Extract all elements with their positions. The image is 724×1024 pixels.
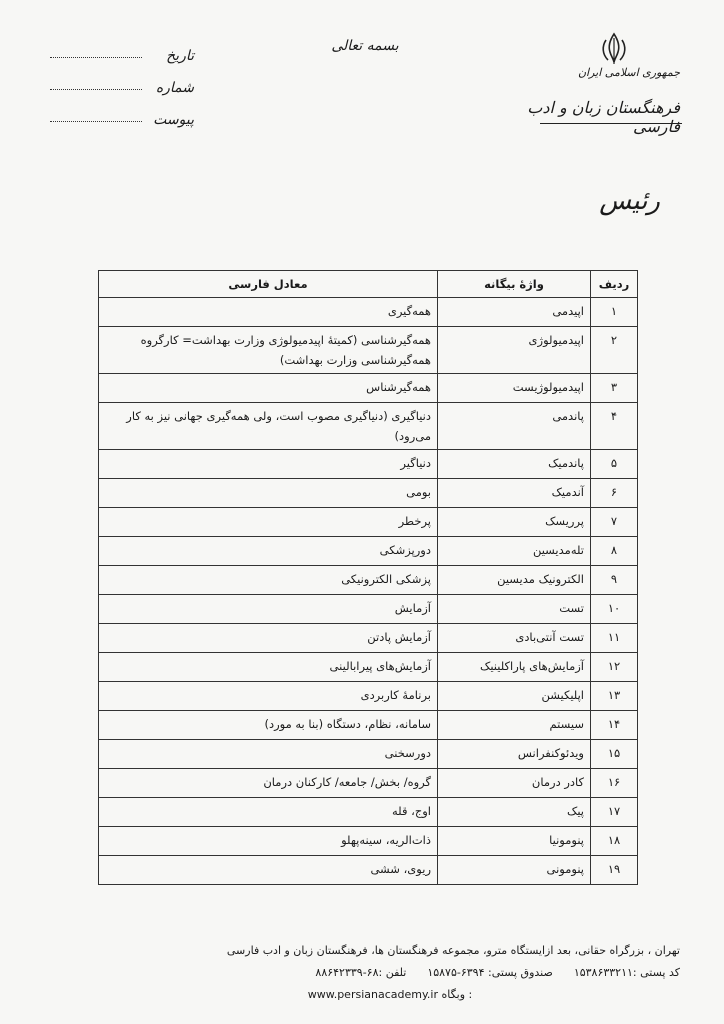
row-number: ۱۰: [591, 595, 638, 624]
foreign-word: اپیدمیولوژیست: [438, 374, 591, 403]
row-number: ۵: [591, 450, 638, 479]
foreign-word: آزمایش‌های پاراکلینیک: [438, 653, 591, 682]
table-row: [99, 566, 638, 595]
row-number: ۱۳: [591, 682, 638, 711]
persian-equivalent: سامانه، نظام، دستگاه (بنا به مورد): [99, 711, 438, 740]
row-number: ۱۸: [591, 827, 638, 856]
persian-equivalent: همه‌گیرشناسی (کمیتهٔ اپیدمیولوژی وزارت بهداشت= کارگروه همه‌گیرشناسی وزارت بهداشت): [99, 327, 438, 374]
footer-postal-code: کد پستی :۱۵۳۸۶۳۳۲۱۱: [573, 966, 680, 979]
header-row-number: ردیف: [591, 271, 638, 298]
meta-date-row: [44, 32, 194, 64]
table-row: [99, 682, 638, 711]
glossary-body: [99, 298, 638, 885]
website-label: وبگاه :: [441, 988, 473, 1001]
foreign-word: ویدئوکنفرانس: [438, 740, 591, 769]
header-divider: [540, 123, 682, 124]
persian-equivalent: همه‌گیرشناس: [99, 374, 438, 403]
persian-equivalent: ریوی، ششی: [99, 856, 438, 885]
row-number: ۱۶: [591, 769, 638, 798]
header-foreign-word: واژهٔ بیگانه: [438, 271, 591, 298]
invocation: بسمه تعالی: [331, 38, 399, 54]
foreign-word: اپیدمیولوژی: [438, 327, 591, 374]
table-header-row: [99, 271, 638, 298]
table-row: [99, 798, 638, 827]
letter-meta: [44, 32, 194, 128]
foreign-word: پیک: [438, 798, 591, 827]
foreign-word: پاندمی: [438, 403, 591, 450]
foreign-word: پرریسک: [438, 508, 591, 537]
table-row: [99, 450, 638, 479]
meta-date-label: تاریخ: [166, 48, 194, 64]
row-number: ۱۹: [591, 856, 638, 885]
foreign-word: کادر درمان: [438, 769, 591, 798]
row-number: ۷: [591, 508, 638, 537]
meta-number-row: [44, 64, 194, 96]
table-row: [99, 595, 638, 624]
academy-name: فرهنگستان زبان و ادب فارسی: [527, 98, 680, 136]
persian-equivalent: برنامهٔ کاربردی: [99, 682, 438, 711]
row-number: ۱: [591, 298, 638, 327]
table-row: [99, 479, 638, 508]
government-name: جمهوری اسلامی ایران: [577, 66, 680, 79]
row-number: ۱۷: [591, 798, 638, 827]
table-row: [99, 856, 638, 885]
row-number: ۱۱: [591, 624, 638, 653]
foreign-word: پنومونیا: [438, 827, 591, 856]
persian-equivalent: دنیاگیر: [99, 450, 438, 479]
table-row: [99, 740, 638, 769]
row-number: ۳: [591, 374, 638, 403]
persian-equivalent: گروه/ بخش/ جامعه/ کارکنان درمان: [99, 769, 438, 798]
persian-equivalent: ذات‌الریه، سینه‌پهلو: [99, 827, 438, 856]
meta-number-label: شماره: [155, 80, 194, 96]
foreign-word: اپلیکیشن: [438, 682, 591, 711]
table-row: [99, 508, 638, 537]
persian-equivalent: بومی: [99, 479, 438, 508]
row-number: ۴: [591, 403, 638, 450]
table-row: [99, 403, 638, 450]
table-row: [99, 298, 638, 327]
website-url[interactable]: www.persianacademy.ir: [307, 988, 438, 1001]
persian-equivalent: دورپزشکی: [99, 537, 438, 566]
table-row: [99, 624, 638, 653]
foreign-word: الکترونیک مدیسین: [438, 566, 591, 595]
footer-address: تهران ، بزرگراه حقانی، بعد ازایستگاه مترو، مجموعه فرهنگستان ها، فرهنگستان زبان و ادب فارسی: [226, 944, 680, 957]
row-number: ۶: [591, 479, 638, 508]
table-row: [99, 537, 638, 566]
table-row: [99, 327, 638, 374]
row-number: ۹: [591, 566, 638, 595]
meta-attachment-label: پیوست: [153, 112, 194, 128]
persian-equivalent: دنیاگیری (دنیاگیری مصوب است، ولی همه‌گیری جهانی نیز به کار می‌رود): [99, 403, 438, 450]
row-number: ۱۴: [591, 711, 638, 740]
row-number: ۸: [591, 537, 638, 566]
foreign-word: پاندمیک: [438, 450, 591, 479]
persian-equivalent: پزشکی الکترونیکی: [99, 566, 438, 595]
row-number: ۲: [591, 327, 638, 374]
persian-equivalent: اوج، قله: [99, 798, 438, 827]
footer-phone: تلفن :۶۸-۸۸۶۴۲۳۳۹: [315, 966, 407, 979]
header-persian-equivalent: معادل فارسی: [99, 271, 438, 298]
table-row: [99, 653, 638, 682]
meta-date-field: [50, 56, 142, 58]
footer-contacts: [100, 962, 680, 984]
footer: [100, 940, 680, 1006]
foreign-word: آندمیک: [438, 479, 591, 508]
row-number: ۱۲: [591, 653, 638, 682]
persian-equivalent: دورسخنی: [99, 740, 438, 769]
foreign-word: سیستم: [438, 711, 591, 740]
meta-number-field: [50, 88, 142, 90]
footer-website: [100, 984, 680, 1006]
foreign-word: پنومونی: [438, 856, 591, 885]
meta-attachment-field: [50, 120, 142, 122]
row-number: ۱۵: [591, 740, 638, 769]
foreign-word: تست: [438, 595, 591, 624]
meta-attachment-row: [44, 96, 194, 128]
glossary-table: [98, 270, 638, 885]
persian-equivalent: آزمایش: [99, 595, 438, 624]
foreign-word: اپیدمی: [438, 298, 591, 327]
foreign-word: تست آنتی‌بادی: [438, 624, 591, 653]
iran-emblem-icon: [600, 32, 628, 66]
table-row: [99, 769, 638, 798]
table-row: [99, 711, 638, 740]
persian-equivalent: همه‌گیری: [99, 298, 438, 327]
persian-equivalent: آزمایش‌های پیرابالینی: [99, 653, 438, 682]
table-row: [99, 827, 638, 856]
persian-equivalent: پرخطر: [99, 508, 438, 537]
foreign-word: تله‌مدیسین: [438, 537, 591, 566]
table-row: [99, 374, 638, 403]
footer-pobox: صندوق پستی: ۶۳۹۴-۱۵۸۷۵: [427, 966, 553, 979]
persian-equivalent: آزمایش پادتن: [99, 624, 438, 653]
salutation: رئیس: [599, 186, 660, 216]
